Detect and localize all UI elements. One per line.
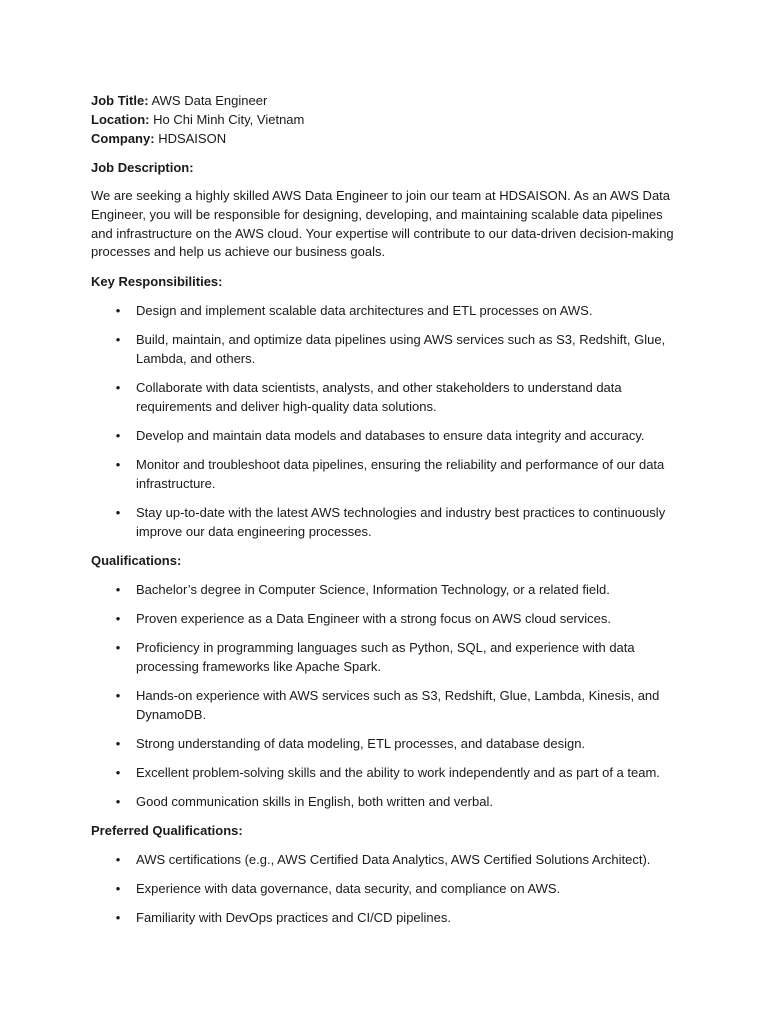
list-item: [91, 638, 682, 676]
list-item: [91, 455, 682, 493]
list-item: [91, 301, 682, 320]
list-item-text: Proficiency in programming languages such as Python, SQL, and experience with data processing frameworks like Apache Spark.: [136, 640, 635, 675]
company-label: Company:: [91, 131, 155, 146]
bullet-icon: •: [115, 428, 121, 444]
bullet-icon: •: [115, 640, 121, 656]
company-line: [91, 129, 682, 148]
bullet-icon: •: [115, 794, 121, 810]
list-item-text: Design and implement scalable data architectures and ETL processes on AWS.: [136, 303, 593, 319]
responsibilities-list: [91, 301, 682, 541]
list-item: [91, 580, 682, 599]
list-item-text: Hands-on experience with AWS services such as S3, Redshift, Glue, Lambda, Kinesis, and DynamoDB.: [136, 688, 660, 723]
preferred-qualifications-list: [91, 850, 682, 927]
list-item-text: Develop and maintain data models and databases to ensure data integrity and accuracy.: [136, 428, 645, 444]
job-title-line: [91, 91, 682, 110]
bullet-icon: •: [115, 505, 121, 521]
qualifications-list: [91, 580, 682, 811]
list-item-text: Experience with data governance, data security, and compliance on AWS.: [136, 881, 561, 897]
list-item: [91, 378, 682, 416]
list-item: [91, 763, 682, 782]
bullet-icon: •: [115, 881, 121, 897]
list-item-text: AWS certifications (e.g., AWS Certified Data Analytics, AWS Certified Solutions Architect).: [136, 852, 651, 868]
bullet-icon: •: [115, 303, 121, 319]
list-item: [91, 908, 682, 927]
list-item-text: Build, maintain, and optimize data pipelines using AWS services such as S3, Redshift, Glue, Lambda, and others.: [136, 332, 666, 367]
bullet-icon: •: [115, 765, 121, 781]
list-item-text: Collaborate with data scientists, analysts, and other stakeholders to understand data requirements and deliver high-quality data solutions.: [136, 380, 622, 415]
job-title-label: Job Title:: [91, 93, 149, 108]
bullet-icon: •: [115, 736, 121, 752]
list-item: [91, 879, 682, 898]
list-item-text: Familiarity with DevOps practices and CI/CD pipelines.: [136, 910, 451, 926]
list-item-text: Proven experience as a Data Engineer with a strong focus on AWS cloud services.: [136, 611, 611, 627]
list-item: [91, 503, 682, 541]
bullet-icon: •: [115, 332, 121, 348]
job-description-text: We are seeking a highly skilled AWS Data Engineer to join our team at HDSAISON. As an AWS Data Engineer, you will be responsible for designing, developing, and maintaining scalable data pipelines and infrastructure on the AWS cloud. Your expertise will contribute to our data-driven decision-making processes and help us achieve our business goals.: [91, 188, 674, 260]
job-description-heading: Job Description:: [91, 160, 194, 175]
job-title-value: AWS Data Engineer: [151, 93, 268, 108]
list-item: [91, 330, 682, 368]
list-item-text: Excellent problem-solving skills and the ability to work independently and as part of a team.: [136, 765, 660, 781]
preferred-qualifications-heading: Preferred Qualifications:: [91, 823, 243, 839]
company-value: HDSAISON: [158, 131, 227, 146]
list-item: [91, 850, 682, 869]
bullet-icon: •: [115, 611, 121, 627]
list-item: [91, 792, 682, 811]
key-responsibilities-heading: Key Responsibilities:: [91, 274, 223, 290]
list-item-text: Monitor and troubleshoot data pipelines, ensuring the reliability and performance of our data infrastructure.: [136, 457, 665, 492]
location-value: Ho Chi Minh City, Vietnam: [153, 112, 305, 127]
list-item: [91, 609, 682, 628]
bullet-icon: •: [115, 688, 121, 704]
list-item: [91, 426, 682, 445]
location-line: [91, 110, 682, 129]
qualifications-heading: Qualifications:: [91, 553, 182, 569]
location-label: Location:: [91, 112, 150, 127]
list-item: [91, 734, 682, 753]
list-item-text: Stay up-to-date with the latest AWS technologies and industry best practices to continuously improve our data engineering processes.: [136, 505, 666, 540]
list-item-text: Bachelor’s degree in Computer Science, Information Technology, or a related field.: [136, 582, 610, 598]
list-item-text: Strong understanding of data modeling, ETL processes, and database design.: [136, 736, 586, 752]
bullet-icon: •: [115, 380, 121, 396]
list-item: [91, 686, 682, 724]
bullet-icon: •: [115, 910, 121, 926]
list-item-text: Good communication skills in English, both written and verbal.: [136, 794, 493, 810]
bullet-icon: •: [115, 582, 121, 598]
bullet-icon: •: [115, 852, 121, 868]
bullet-icon: •: [115, 457, 121, 473]
